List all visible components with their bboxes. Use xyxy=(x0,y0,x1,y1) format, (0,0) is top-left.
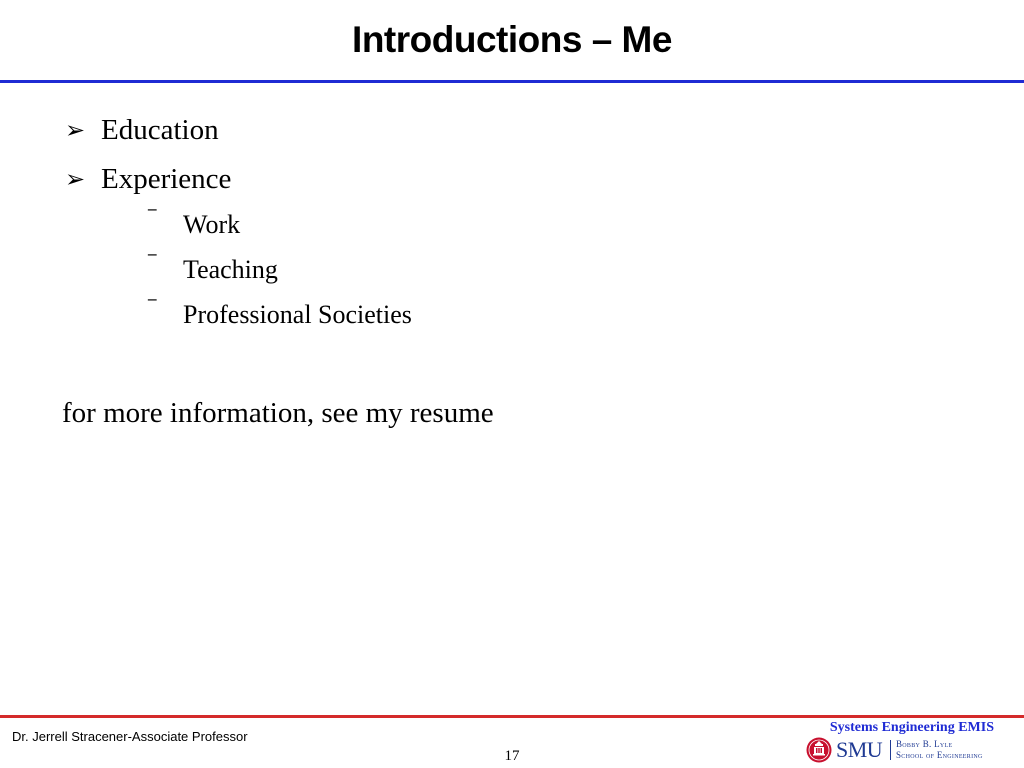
sub-bullet-label: Professional Societies xyxy=(183,300,412,329)
bullet-label: Experience xyxy=(101,162,232,195)
slide-title: Introductions – Me xyxy=(352,19,672,60)
sub-bullet-label: Work xyxy=(183,210,241,239)
page-number: 17 xyxy=(504,748,520,764)
dash-bullet-icon: ‾ xyxy=(148,297,157,317)
sub-bullet-teaching xyxy=(148,254,278,286)
logo-wordmark: SMU xyxy=(836,737,883,762)
bullet-label: Education xyxy=(101,113,219,146)
sub-bullet-professional-societies xyxy=(148,299,412,331)
title-divider xyxy=(0,80,1024,83)
bullet-experience xyxy=(65,161,231,197)
brand-title: Systems Engineering EMIS xyxy=(829,720,994,735)
dash-bullet-icon: ‾ xyxy=(148,207,157,227)
sub-bullet-work xyxy=(148,209,240,241)
seal-icon xyxy=(806,737,832,763)
smu-logo xyxy=(806,737,996,765)
sub-bullet-label: Teaching xyxy=(183,255,278,284)
logo-school-line-2: School of Engineering xyxy=(896,750,983,760)
footer-divider xyxy=(0,715,1024,718)
dash-bullet-icon: ‾ xyxy=(148,252,157,272)
logo-school-name xyxy=(896,739,983,761)
footer-author: Dr. Jerrell Stracener-Associate Professor xyxy=(12,729,248,744)
arrow-bullet-icon: ➢ xyxy=(65,165,86,193)
logo-school-line-1: Bobby B. Lyle xyxy=(896,739,953,749)
bullet-education xyxy=(65,112,219,148)
arrow-bullet-icon: ➢ xyxy=(65,116,86,144)
logo-divider xyxy=(890,740,891,760)
resume-note: for more information, see my resume xyxy=(62,397,494,429)
